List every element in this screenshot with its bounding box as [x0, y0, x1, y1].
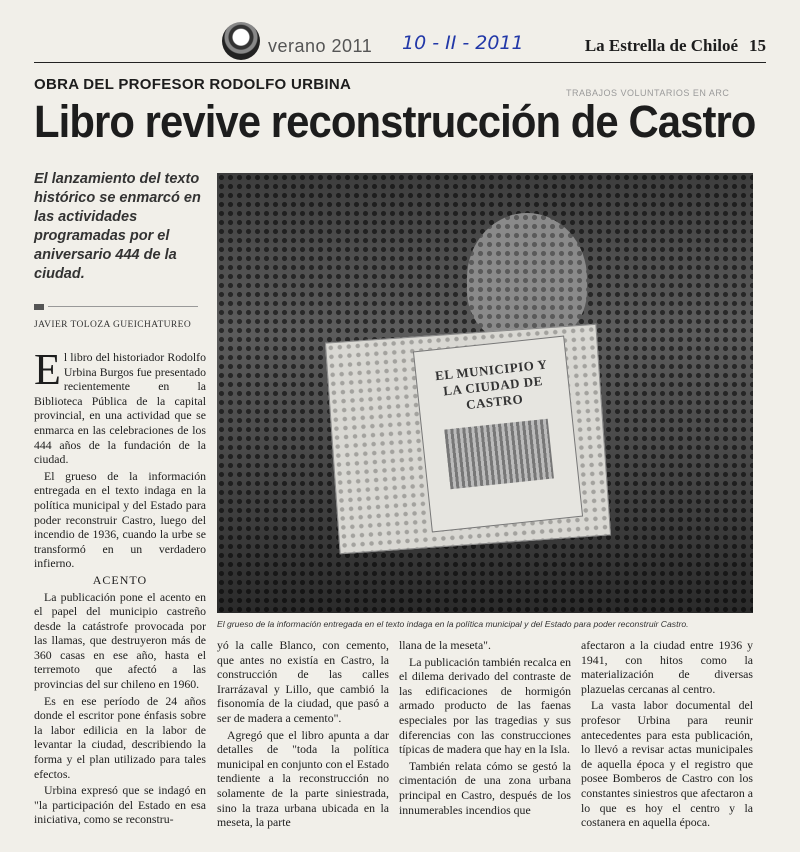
paragraph: Urbina expresó que se indagó en "la participación del Estado en esa iniciativa, como se reconstru-: [34, 783, 206, 827]
paragraph: La publicación pone el acento en el papel del municipio castreño desde la catástrofe provocada por las llamas, que destruyeron más de 360 casas en ese año, hasta el terremoto que afectó a las provincias del sur chileno en 1960.: [34, 589, 206, 692]
paragraph: afectaron a la ciudad entre 1936 y 1941, con hitos como la materialización de diversas plazuelas cercanas al centro.: [581, 638, 753, 696]
paragraph-text: l libro del historiador Rodolfo Urbina Burgos fue presentado recientemente en la Biblioteca Pública de la capital provincial, en una actividad que se enmarca en las celebraciones de los 444 años de la fundación de la ciudad.: [34, 350, 206, 467]
book-title: EL MUNICIPIO Y LA CIUDAD DE CASTRO: [434, 356, 549, 413]
paragraph: El grueso de la información entregada en el texto indaga en la política municipal y del Estado para poder reconstruir Castro, luego del incendio de 1936, cuando la urbe se transformó en un verdadero infierno.: [34, 468, 206, 571]
drop-cap: E: [34, 345, 61, 394]
masthead: [34, 22, 766, 70]
newspaper-logo: [222, 22, 260, 60]
article-deck: El lanzamiento del texto histórico se enmarcó en las actividades programadas por el aniversario 444 de la ciudad.: [34, 171, 201, 282]
article-byline: JAVIER TOLOZA GUEICHATUREO: [34, 320, 192, 330]
article-column-1: [34, 345, 206, 829]
article-kicker: OBRA DEL PROFESOR RODOLFO URBINA: [34, 76, 352, 93]
article-headline: Libro revive reconstrucción de Castro: [34, 96, 756, 147]
article-photo: [217, 173, 753, 613]
paper-name: La Estrella de Chiloé: [584, 36, 738, 55]
photo-book-cover: [413, 336, 583, 533]
handwritten-date: 10 - II - 2011: [402, 32, 524, 54]
photo-person: [467, 213, 587, 343]
adjacent-ghost-heading: TRABAJOS VOLUNTARIOS EN ARC: [566, 88, 730, 98]
book-illustration: [444, 419, 554, 490]
paragraph: Agregó que el libro apunta a dar detalles de "toda la política municipal en conjunto con el Estado tendiente a la reconstrucción no solamente de la parte siniestrada, sino la traza urbana ubicada en la meseta, la parte: [217, 727, 389, 830]
paragraph: La publicación también recalca en el dilema derivado del contraste de las edificaciones de hormigón armado producto de las faenas especiales por las tragedias y sus diferencias con las construcciones típicas de madera que hay en la Isla.: [399, 654, 571, 757]
deck-divider: [34, 304, 194, 310]
article-column-4: [581, 638, 753, 832]
paragraph: llana de la meseta".: [399, 638, 491, 652]
page-number: 15: [749, 36, 766, 55]
masthead-rule: [34, 62, 766, 63]
article-column-2: [217, 638, 389, 832]
photo-caption: El grueso de la información entregada en el texto indaga en la política municipal y del Estado para poder reconstruir Castro.: [217, 619, 689, 629]
paragraph: yó la calle Blanco, con cemento, que antes no existía en Castro, la construcción de las calles Irarrázaval y Lillo, que cambió la fisonomía de la ciudad, que pasó a ser de madera a cemento".: [217, 638, 389, 725]
section-label: verano 2011: [268, 36, 373, 56]
paragraph: [34, 345, 206, 467]
paragraph: La vasta labor documental del profesor Urbina para reunir antecedentes para esta publicación, lo llevó a revisar actas municipales de aquella época y el registro que posee Bomberos de Castro con los constantes siniestros que afectaron a lo que es hoy el centro y la costanera en aquella época.: [581, 698, 753, 830]
subhead: ACENTO: [92, 572, 148, 587]
paragraph: Es en ese período de 24 años donde el escritor pone énfasis sobre la labor edilicia en la labor de levantar la ciudad, describiendo la forma y el plan utilizado para tales efectos.: [34, 693, 206, 781]
paragraph: También relata cómo se gestó la cimentación de una zona urbana principal en Castro, después de los innumerables incendios que: [399, 758, 571, 817]
article-column-3: [399, 638, 571, 819]
